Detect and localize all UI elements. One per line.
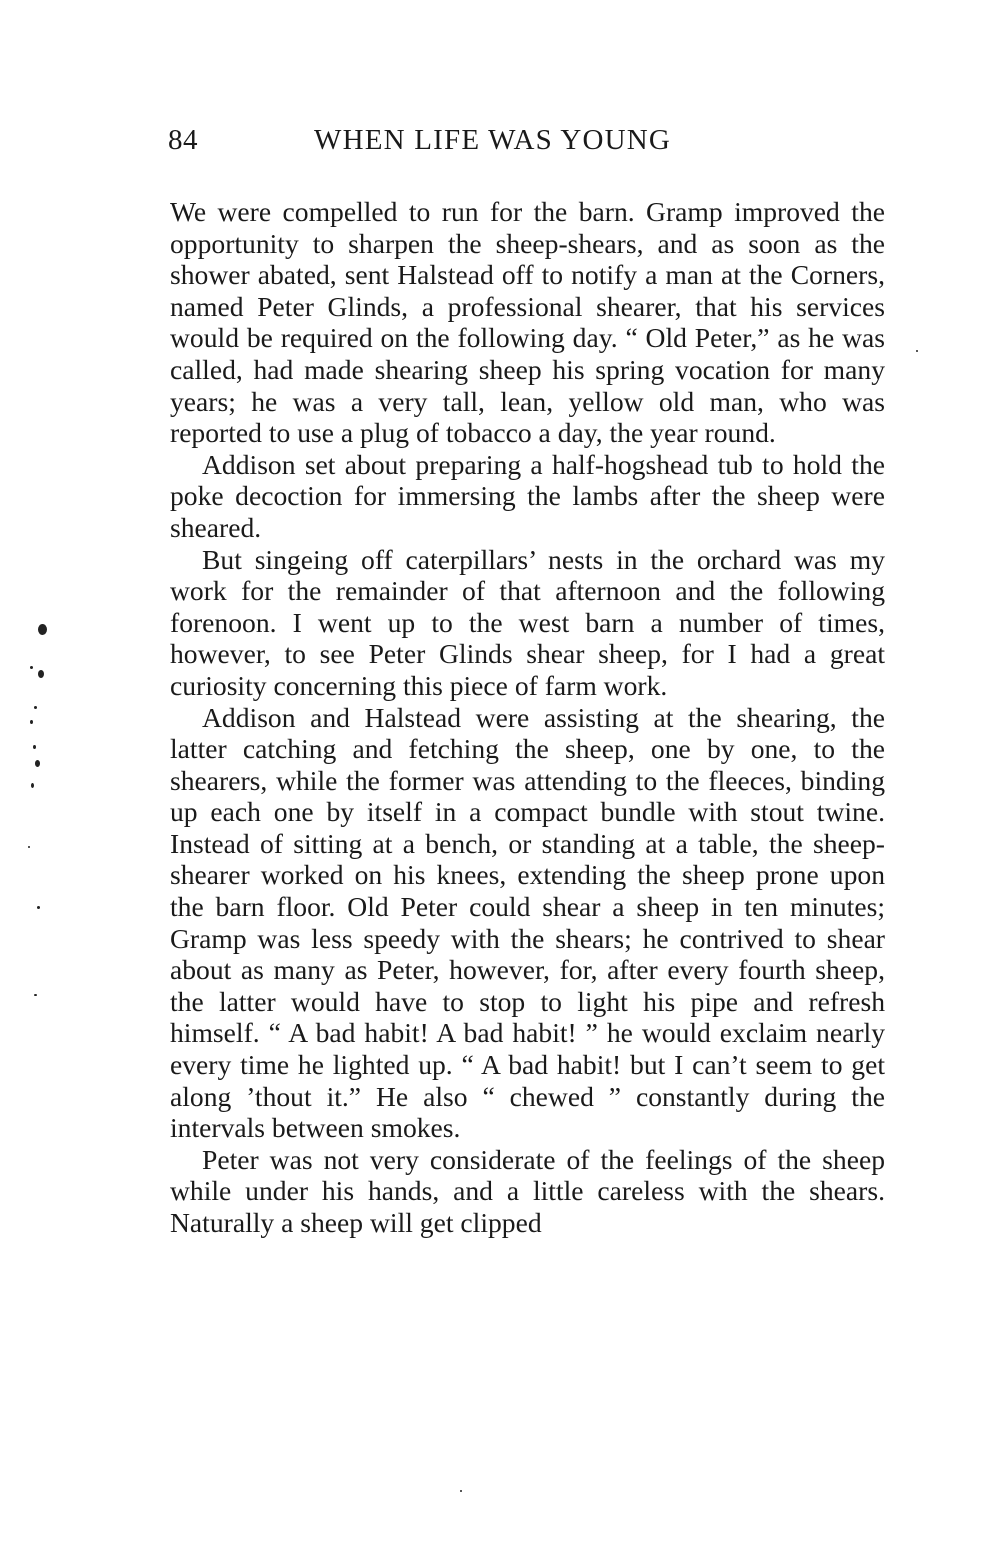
paragraph: We were compelled to run for the barn. Gramp improved the opportunity to sharpen the sheep-shears, and as soon as the shower abated, sent Halstead off to notify a man at the Corners, named Peter Glinds, a professional shearer, that his services would be required on the following day. “ Old Peter,” as he was called, had made shearing sheep his spring vocation for many years; he was a very tall, lean, yellow old man, who was reported to use a plug of tobacco a day, the year round.: [170, 196, 885, 449]
scan-speck: [30, 666, 33, 669]
body-text: [170, 196, 885, 1239]
scan-speck: [30, 720, 33, 724]
scan-speck: [916, 350, 918, 352]
scan-speck: [31, 783, 34, 788]
paragraph: Addison set about preparing a half-hogshead tub to hold the poke decoction for immersing the lambs after the sheep were sheared.: [170, 448, 885, 543]
scan-speck: [35, 760, 40, 767]
scan-speck: [33, 745, 36, 749]
paragraph: Peter was not very considerate of the feelings of the sheep while under his hands, and a little careless with the shears. Naturally a sheep will get clipped: [170, 1143, 885, 1238]
running-header: [168, 124, 888, 164]
scan-speck: [460, 1490, 462, 1492]
scan-speck: [34, 994, 37, 996]
paragraph: Addison and Halstead were assisting at the shearing, the latter catching and fetching the sheep, one by one, to the shearers, while the former was attending to the fleeces, binding up each one by itself in a compact bundle with stout twine. Instead of sitting at a bench, or standing at a table, the sheep-shearer worked on his knees, extending the sheep prone upon the barn floor. Old Peter could shear a sheep in ten minutes; Gramp was less speedy with the shears; he contrived to shear about as many as Peter, however, for, after every fourth sheep, the latter would have to stop to light his pipe and refresh himself. “ A bad habit! A bad habit! ” he would exclaim nearly every time he lighted up. “ A bad habit! but I can’t seem to get along ’thout it.” He also “ chewed ” constantly during the intervals between smokes.: [170, 701, 885, 1144]
paragraph: But singeing off caterpillars’ nests in the orchard was my work for the remainder of that afternoon and the following forenoon. I went up to the west barn a number of times, however, to see Peter Glinds shear sheep, for I had a great curiosity concerning this piece of farm work.: [170, 543, 885, 701]
scan-speck: [38, 624, 47, 635]
scan-speck: [38, 670, 44, 678]
scan-speck: [28, 846, 30, 848]
page-number: 84: [168, 124, 198, 156]
scan-speck: [34, 706, 37, 709]
scan-speck: [37, 906, 40, 909]
running-title: WHEN LIFE WAS YOUNG: [314, 124, 672, 156]
